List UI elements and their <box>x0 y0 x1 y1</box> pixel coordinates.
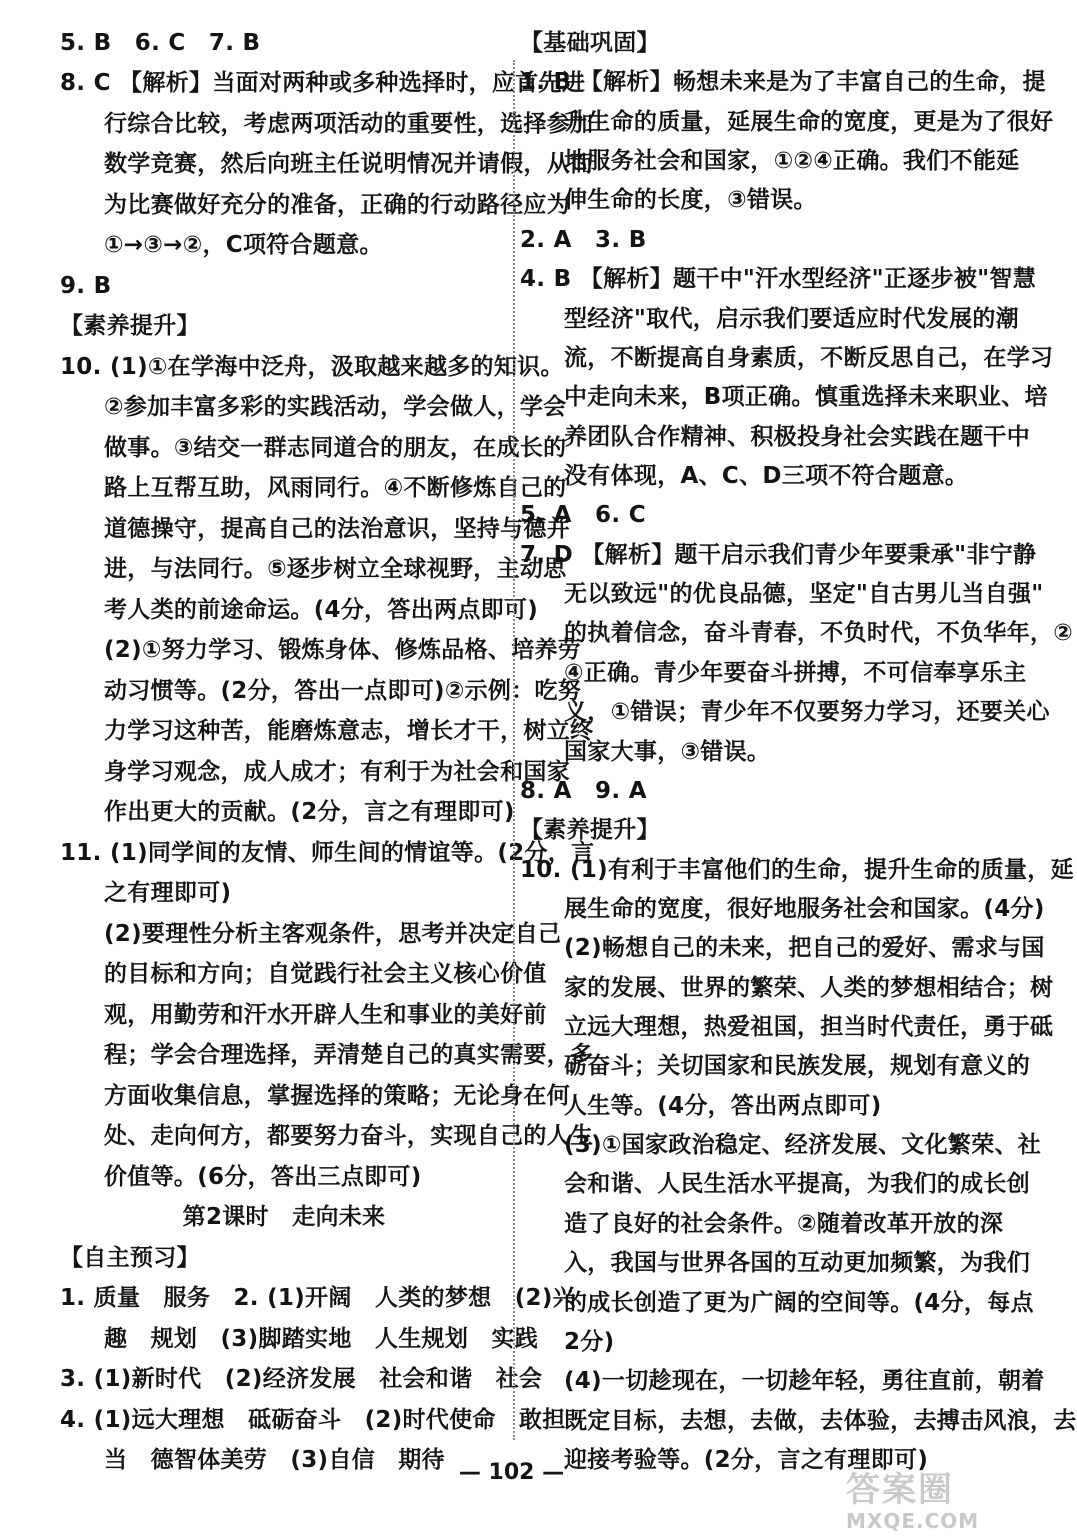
left-line-5: 为比赛做好充分的准备，正确的行动路径应为 <box>104 192 570 218</box>
right-line-23: 展生命的宽度，很好地服务社会和国家。(4分) <box>564 896 1045 922</box>
left-line-11: 做事。③结交一群志同道合的朋友，在成长的 <box>104 435 567 461</box>
left-line-29: 价值等。(6分，答出三点即可) <box>104 1164 422 1190</box>
right-line-17: ④正确。青少年要奋斗拼搏，不可信奉享乐主 <box>564 660 1027 686</box>
right-line-1: 【基础巩固】 <box>520 30 660 56</box>
right-line-7: 4. B 【解析】题干中"汗水型经济"正逐步被"智慧 <box>520 266 1037 292</box>
left-line-22: 之有理即可) <box>104 880 232 906</box>
right-line-33: 的成长创造了更为广阔的空间等。(4分，每点 <box>564 1290 1034 1316</box>
left-line-27: 方面收集信息，掌握选择的策略；无论身在何 <box>104 1083 570 1109</box>
left-line-6: ①→③→②，C项符合题意。 <box>104 232 383 258</box>
right-line-28: 人生等。(4分，答出两点即可) <box>564 1093 882 1119</box>
right-line-6: 2. A 3. B <box>520 227 647 253</box>
left-line-20: 作出更大的贡献。(2分，言之有理即可) <box>104 799 515 825</box>
right-line-32: 入，我国与世界各国的互动更加频繁，为我们 <box>564 1250 1030 1276</box>
left-line-31: 【自主预习】 <box>60 1245 200 1271</box>
column-divider <box>513 60 515 1440</box>
right-line-25: 家的发展、世界的繁荣、人类的梦想相结合；树 <box>564 975 1054 1001</box>
right-line-14: 7. D 【解析】题干启示我们青少年要秉承"非宁静 <box>520 542 1037 568</box>
right-line-8: 型经济"取代，启示我们要适应时代发展的潮 <box>564 306 1019 332</box>
site-watermark-logo <box>846 1470 1016 1533</box>
left-line-7: 9. B <box>60 273 112 299</box>
right-line-35: (4)一切趁现在，一切趁年轻，勇往直前，朝着 <box>564 1368 1045 1394</box>
right-line-37: 迎接考验等。(2分，言之有理即可) <box>564 1447 929 1473</box>
right-line-4: 地服务社会和国家，①②④正确。我们不能延 <box>564 148 1020 174</box>
left-line-12: 路上互帮互助，风雨同行。④不断修炼自己的 <box>104 475 567 501</box>
right-line-20: 8. A 9. A <box>520 778 647 804</box>
right-line-16: 的执着信念，奋斗青春，不负时代，不负华年，② <box>564 620 1074 646</box>
left-line-8: 【素养提升】 <box>60 313 200 339</box>
watermark-sub-text: MXQE.COM <box>846 1509 980 1533</box>
left-line-24: 的目标和方向；自觉践行社会主义核心价值 <box>104 961 547 987</box>
right-line-19: 国家大事，③错误。 <box>564 739 771 765</box>
right-line-18: 义，①错误；青少年不仅要努力学习，还要关心 <box>564 699 1050 725</box>
left-line-28: 处、走向何方，都要努力奋斗，实现自己的人生 <box>104 1123 594 1149</box>
left-line-26: 程；学会合理选择，弄清楚自己的真实需要，多 <box>104 1042 594 1068</box>
right-line-24: (2)畅想自己的未来，把自己的爱好、需求与国 <box>564 935 1045 961</box>
right-line-29: (3)①国家政治稳定、经济发展、文化繁荣、社 <box>564 1132 1042 1158</box>
left-line-2: 8. C 【解析】当面对两种或多种选择时，应首先进 <box>60 70 586 96</box>
left-line-32: 1. 质量 服务 2. (1)开阔 人类的梦想 (2)兴 <box>60 1285 576 1311</box>
left-line-17: 动习惯等。(2分，答出一点即可)②示例：吃努 <box>104 678 582 704</box>
left-line-13: 道德操守，提高自己的法治意识，坚持与德并 <box>104 516 570 542</box>
left-line-33: 趣 规划 (3)脚踏实地 人生规划 实践 <box>104 1326 539 1352</box>
left-line-14: 进，与法同行。⑤逐步树立全球视野，主动思 <box>104 556 567 582</box>
left-line-36: 当 德智体美劳 (3)自信 期待 <box>104 1447 445 1473</box>
left-line-19: 身学习观念，成人成才；有利于为社会和国家 <box>104 759 570 785</box>
left-line-1: 5. B 6. C 7. B <box>60 30 261 56</box>
right-line-22: 10. (1)有利于丰富他们的生命，提升生命的质量，延 <box>520 857 1074 883</box>
right-line-15: 无以致远"的优良品德，坚定"自古男儿当自强" <box>564 581 1044 607</box>
right-line-36: 既定目标，去想，去做，去体验，去搏击风浪，去 <box>564 1408 1077 1434</box>
right-line-13: 5. A 6. C <box>520 502 646 528</box>
right-line-2: 1. B 【解析】畅想未来是为了丰富自己的生命，提 <box>520 69 1046 95</box>
right-line-31: 造了良好的社会条件。②随着改革开放的深 <box>564 1211 1004 1237</box>
left-line-9: 10. (1)①在学海中泛舟，汲取越来越多的知识。 <box>60 354 564 380</box>
left-line-15: 考人类的前途命运。(4分，答出两点即可) <box>104 597 539 623</box>
left-line-25: 观，用勤劳和汗水开辟人生和事业的美好前 <box>104 1002 547 1028</box>
right-line-11: 养团队合作精神、积极投身社会实践在题干中 <box>564 424 1030 450</box>
right-line-5: 伸生命的长度，③错误。 <box>564 187 817 213</box>
right-line-27: 砺奋斗；关切国家和民族发展，规划有意义的 <box>564 1053 1030 1079</box>
right-line-21: 【素养提升】 <box>520 817 660 843</box>
left-line-34: 3. (1)新时代 (2)经济发展 社会和谐 社会 <box>60 1366 543 1392</box>
left-line-10: ②参加丰富多彩的实践活动，学会做人，学会 <box>104 394 567 420</box>
left-line-3: 行综合比较，考虑两项活动的重要性，选择参加 <box>104 111 594 137</box>
left-line-21: 11. (1)同学间的友情、师生间的情谊等。(2分，言 <box>60 840 595 866</box>
right-line-3: 升生命的质量，延展生命的宽度，更是为了很好 <box>564 109 1054 135</box>
left-line-35: 4. (1)远大理想 砥砺奋斗 (2)时代使命 敢担 <box>60 1407 566 1433</box>
left-line-4: 数学竞赛，然后向班主任说明情况并请假，从而 <box>104 151 594 177</box>
left-line-30: 第2课时 走向未来 <box>182 1204 386 1230</box>
right-line-26: 立远大理想，热爱祖国，担当时代责任，勇于砥 <box>564 1014 1054 1040</box>
right-line-10: 中走向未来，B项正确。慎重选择未来职业、培 <box>564 384 1048 410</box>
page-number: — 102 — <box>458 1460 565 1485</box>
left-line-18: 力学习这种苦，能磨炼意志，增长才干，树立终 <box>104 718 594 744</box>
right-line-30: 会和谐、人民生活水平提高，为我们的成长创 <box>564 1171 1030 1197</box>
right-line-34: 2分) <box>564 1329 615 1355</box>
left-line-23: (2)要理性分析主客观条件，思考并决定自己 <box>104 921 562 947</box>
right-line-9: 流，不断提高自身素质，不断反思自己，在学习 <box>564 345 1054 371</box>
left-line-16: (2)①努力学习、锻炼身体、修炼品格、培养劳 <box>104 637 582 663</box>
right-line-12: 没有体现，A、C、D三项不符合题意。 <box>564 463 969 489</box>
watermark-main-text: 答案圈 <box>846 1470 954 1510</box>
